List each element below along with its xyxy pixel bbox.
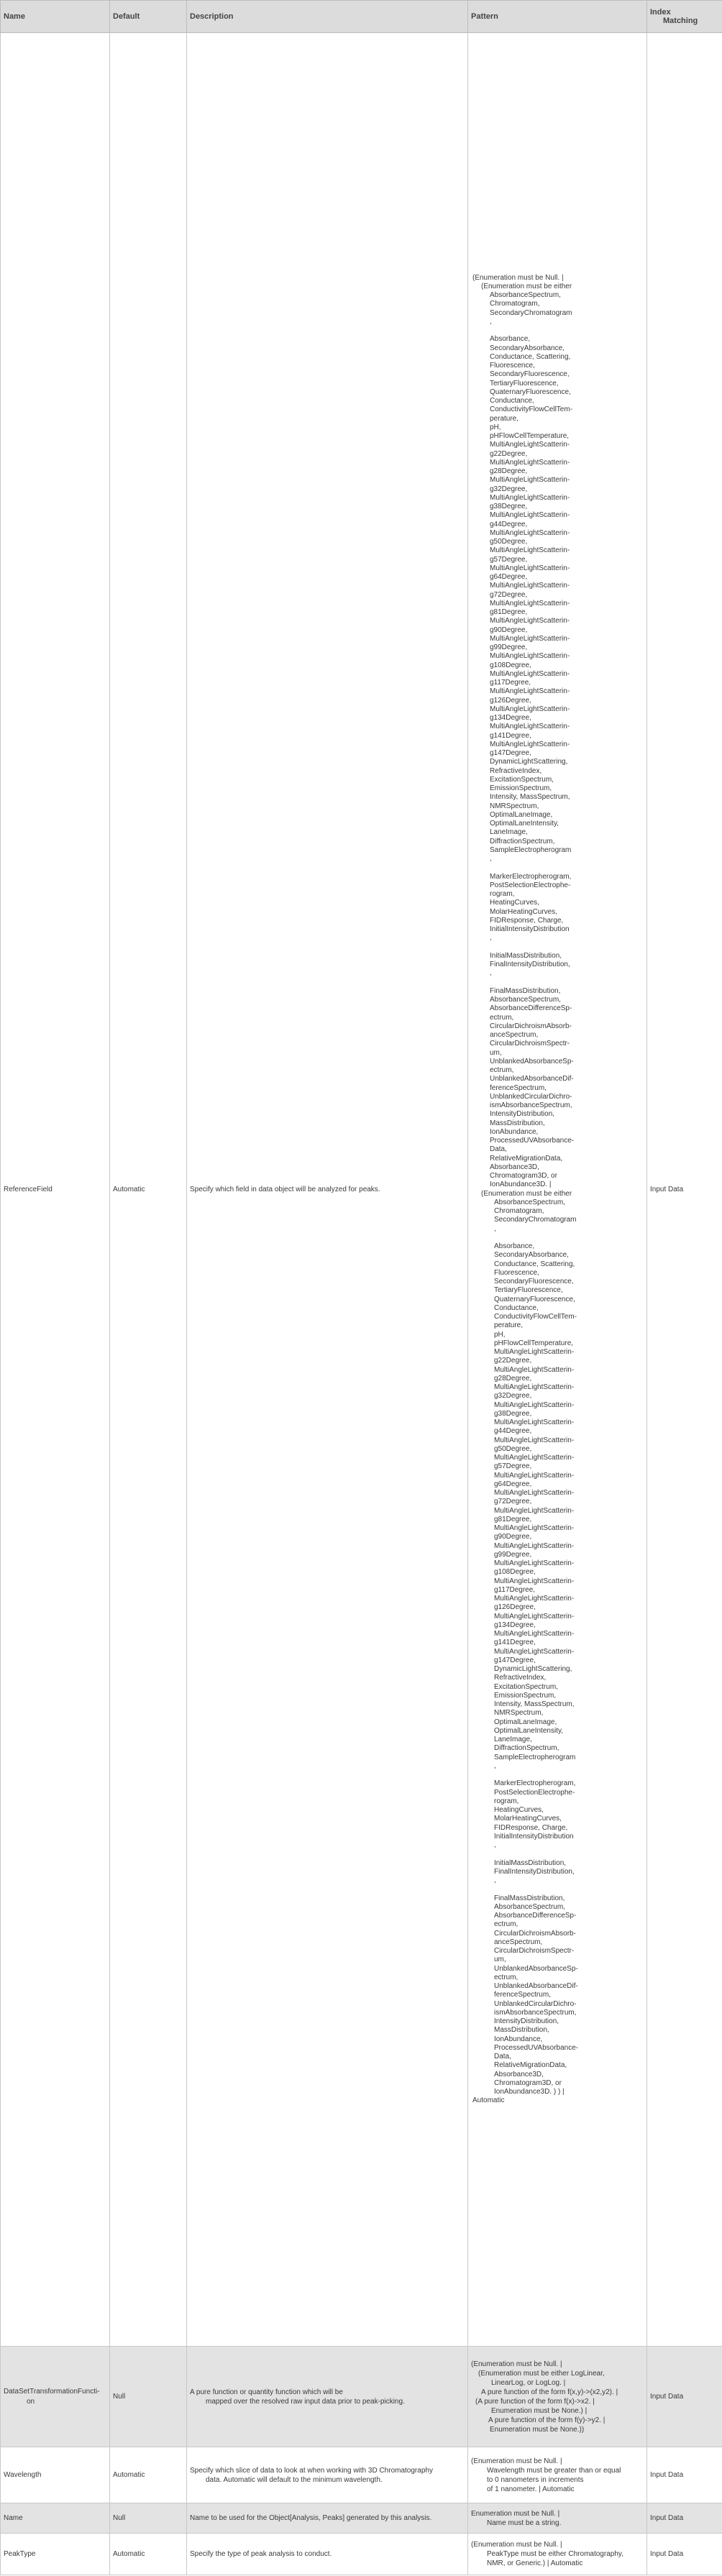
pattern-line: A pure function of the form f(x,y)->(x2,y2). | — [481, 2388, 618, 2396]
pattern-line: g32Degree, — [494, 1392, 532, 1401]
pattern-line: ProcessedUVAbsorbance- — [494, 2043, 579, 2052]
pattern-line: MultiAngleLightScatterin- — [494, 1577, 575, 1585]
option-name: PeakType — [1, 2534, 110, 2575]
option-description — [187, 2347, 468, 2447]
pattern-line: g50Degree, — [494, 1444, 532, 1453]
pattern-line: AbsorbanceSpectrum, — [494, 1198, 565, 1206]
pattern-line: DynamicLightScattering, — [490, 758, 568, 766]
pattern-line: MultiAngleLightScatterin- — [494, 1541, 575, 1550]
description-line: A pure function or quantity function which will be — [190, 2388, 343, 2396]
pattern-line: UnblankedAbsorbanceDif- — [490, 1075, 574, 1083]
pattern-line: Chromatogram, — [494, 1207, 544, 1215]
pattern-line: Wavelength must be greater than or equal — [487, 2466, 621, 2475]
pattern-line: g134Degree, — [490, 714, 531, 722]
pattern-line: MultiAngleLightScatterin- — [494, 1436, 575, 1444]
pattern-line: MolarHeatingCurves, — [494, 1815, 562, 1823]
pattern-line: QuaternaryFluorescence, — [490, 388, 571, 396]
pattern-line: g44Degree, — [494, 1427, 532, 1436]
pattern-line: (Enumeration must be Null. | — [471, 2360, 562, 2368]
pattern-line: AbsorbanceSpectrum, — [494, 1902, 565, 1911]
table-row — [1, 2447, 722, 2503]
pattern-line: ferenceSpectrum, — [494, 1991, 551, 1999]
pattern-line: pH, — [490, 423, 501, 431]
pattern-line: FinalMassDistribution, — [494, 1894, 565, 1902]
table-row — [1, 33, 722, 2347]
pattern-line: OptimalLaneImage, — [494, 1718, 557, 1726]
pattern-line: SampleElectropherogram — [494, 1753, 576, 1761]
option-pattern — [468, 2534, 647, 2575]
pattern-line: MultiAngleLightScatterin- — [494, 1383, 575, 1391]
pattern-line: ConductivityFlowCellTem- — [490, 405, 573, 414]
pattern-line: g32Degree, — [490, 485, 528, 493]
pattern-line: MultiAngleLightScatterin- — [494, 1559, 575, 1567]
header-index-matching — [647, 1, 722, 33]
pattern-line: MassDistribution, — [494, 2026, 549, 2035]
pattern-line: UnblankedAbsorbanceDif- — [494, 1982, 578, 1990]
pattern-line: , — [494, 1876, 496, 1884]
pattern-line: , — [494, 1224, 496, 1233]
pattern-line: rogram, — [494, 1797, 519, 1805]
pattern-line: Chromatogram3D, or — [494, 2078, 562, 2087]
pattern-line: FinalIntensityDistribution, — [494, 1867, 575, 1876]
pattern-line: MultiAngleLightScatterin- — [490, 634, 570, 643]
pattern-line: Conductance, — [490, 397, 534, 405]
pattern-line: QuaternaryFluorescence, — [494, 1295, 575, 1303]
pattern-line: ectrum, — [490, 1066, 514, 1074]
pattern-line: MultiAngleLightScatterin- — [490, 476, 570, 485]
pattern-line: AbsorbanceDifferenceSp- — [494, 1912, 577, 1920]
pattern-line: MultiAngleLightScatterin- — [494, 1506, 575, 1515]
pattern-line: g134Degree, — [494, 1621, 536, 1629]
pattern-line: SecondaryAbsorbance, — [490, 344, 565, 352]
pattern-line: PostSelectionElectrophe- — [490, 881, 571, 889]
pattern-line: ectrum, — [490, 1013, 514, 1022]
pattern-line: NMR, or Generic.) | Automatic — [487, 2559, 583, 2567]
pattern-line: MultiAngleLightScatterin- — [494, 1612, 575, 1621]
description-line: mapped over the resolved raw input data prior to peak-picking. — [206, 2397, 405, 2406]
pattern-line: to 0 nanometers in increments — [487, 2475, 584, 2484]
pattern-line: ismAbsorbanceSpectrum, — [494, 2008, 577, 2017]
pattern-line: , — [490, 317, 492, 326]
pattern-line: ectrum, — [494, 1920, 518, 1929]
pattern-line: SecondaryChromatogram — [490, 308, 572, 317]
pattern-line: Fluorescence, — [494, 1268, 539, 1277]
pattern-line: HeatingCurves, — [494, 1806, 544, 1814]
header-index-matching-line: Matching — [663, 17, 698, 25]
header-name: Name — [1, 1, 110, 33]
pattern-line: g22Degree, — [494, 1357, 532, 1365]
pattern-line: , — [494, 1761, 496, 1770]
pattern-line: MultiAngleLightScatterin- — [490, 723, 570, 731]
pattern-line — [472, 1885, 642, 1894]
pattern-line — [472, 326, 642, 335]
pattern-line: IonAbundance, — [494, 2035, 543, 2043]
pattern-line: FIDResponse, Charge, — [490, 916, 564, 925]
pattern-line: g64Degree, — [494, 1480, 532, 1488]
pattern-line: , — [490, 855, 492, 863]
pattern-line: InitialMassDistribution, — [494, 1858, 567, 1867]
pattern-line: MultiAngleLightScatterin- — [490, 705, 570, 713]
option-description: Specify which field in data object will be analyzed for peaks. — [187, 33, 468, 2347]
pattern-line: IntensityDistribution, — [494, 2017, 559, 2025]
pattern-line: MultiAngleLightScatterin- — [494, 1595, 575, 1603]
header-row — [1, 1, 722, 33]
pattern-line: (Enumeration must be Null. | — [472, 273, 564, 282]
pattern-line: RefractiveIndex, — [494, 1674, 547, 1682]
pattern-line: RefractiveIndex, — [490, 766, 542, 775]
pattern-line: g108Degree, — [490, 661, 531, 669]
pattern-line: LaneImage, — [490, 828, 528, 837]
pattern-line: Intensity, MassSpectrum, — [490, 793, 570, 802]
pattern-line: Absorbance3D, — [490, 1163, 539, 1171]
pattern-line: NMRSpectrum, — [494, 1709, 544, 1718]
pattern-line: Conductance, — [494, 1303, 539, 1312]
pattern-line: SecondaryChromatogram — [494, 1216, 577, 1224]
pattern-line: g50Degree, — [490, 538, 528, 546]
pattern-line: , — [490, 969, 492, 978]
pattern-line: EmissionSpectrum, — [494, 1691, 557, 1700]
header-default: Default — [110, 1, 187, 33]
option-name: ReferenceField — [1, 33, 110, 2347]
pattern-line: , — [490, 934, 492, 943]
pattern-line: g126Degree, — [494, 1603, 536, 1612]
pattern-line — [472, 1771, 642, 1779]
pattern-line: ConductivityFlowCellTem- — [494, 1313, 577, 1321]
option-index-matching: Input Data — [647, 33, 722, 2347]
pattern-line: DynamicLightScattering, — [494, 1665, 572, 1673]
pattern-line: rogram, — [490, 890, 515, 898]
option-description: Name to be used for the Object[Analysis, Peaks] generated by this analysis. — [187, 2503, 468, 2534]
pattern-line: g147Degree, — [490, 749, 531, 757]
pattern-line: Fluorescence, — [490, 362, 535, 370]
pattern-line: Absorbance, — [494, 1242, 535, 1250]
pattern-line: OptimalLaneIntensity, — [490, 820, 559, 828]
pattern-line: CircularDichroismSpectr- — [494, 1947, 575, 1955]
option-pattern — [468, 2447, 647, 2503]
pattern-line: MultiAngleLightScatterin- — [490, 652, 570, 661]
header-index-matching-line: Index — [650, 8, 671, 17]
pattern-line: FinalMassDistribution, — [490, 986, 561, 995]
header-description: Description — [187, 1, 468, 33]
pattern-line: MultiAngleLightScatterin- — [490, 511, 570, 520]
pattern-line: MultiAngleLightScatterin- — [490, 493, 570, 502]
pattern-line: (Enumeration must be Null. | — [471, 2541, 562, 2549]
pattern-line: IonAbundance, — [490, 1127, 539, 1136]
pattern-line: IonAbundance3D. | — [490, 1181, 552, 1189]
pattern-line: g28Degree, — [494, 1374, 532, 1383]
pattern-line: MolarHeatingCurves, — [490, 907, 557, 916]
option-index-matching: Input Data — [647, 2347, 722, 2447]
pattern-line: MultiAngleLightScatterin- — [490, 441, 570, 449]
pattern-line: Chromatogram3D, or — [490, 1172, 557, 1180]
pattern-line: EmissionSpectrum, — [490, 784, 552, 792]
pattern-line: Conductance, Scattering, — [490, 352, 571, 361]
pattern-line: MultiAngleLightScatterin- — [494, 1471, 575, 1480]
pattern-line — [472, 1850, 642, 1858]
pattern-line: RelativeMigrationData, — [490, 1154, 563, 1163]
pattern-line: Automatic — [472, 2096, 505, 2105]
pattern-line: MultiAngleLightScatterin- — [490, 669, 570, 678]
pattern-line: , — [494, 1841, 496, 1849]
pattern-line: g81Degree, — [490, 608, 528, 616]
pattern-line: MultiAngleLightScatterin- — [494, 1365, 575, 1374]
pattern-line: SecondaryFluorescence, — [490, 370, 570, 379]
pattern-line: MultiAngleLightScatterin- — [494, 1454, 575, 1462]
option-index-matching: Input Data — [647, 2447, 722, 2503]
pattern-line: Intensity, MassSpectrum, — [494, 1700, 575, 1708]
pattern-line: perature, — [494, 1321, 524, 1330]
pattern-line: g64Degree, — [490, 573, 528, 581]
pattern-line: pHFlowCellTemperature, — [490, 432, 570, 440]
pattern-line: g99Degree, — [490, 643, 528, 651]
pattern-line: Enumeration must be None.)) — [490, 2425, 585, 2434]
pattern-line: g38Degree, — [490, 503, 528, 510]
pattern-line: MultiAngleLightScatterin- — [494, 1524, 575, 1532]
option-description — [187, 2447, 468, 2503]
pattern-line: AbsorbanceDifferenceSp- — [490, 1004, 572, 1013]
description-line: data. Automatic will default to the minimum wavelength. — [206, 2475, 383, 2484]
option-name: Name — [1, 2503, 110, 2534]
table-row — [1, 2503, 722, 2534]
pattern-line: ismAbsorbanceSpectrum, — [490, 1101, 572, 1109]
pattern-line: (A pure function of the form f(x)->x2. | — [475, 2397, 595, 2406]
pattern-line: UnblankedCircularDichro- — [494, 1999, 577, 2008]
pattern-line: MultiAngleLightScatterin- — [490, 582, 570, 590]
pattern-line: ProcessedUVAbsorbance- — [490, 1137, 575, 1145]
pattern-line: PeakType must be either Chromatography, — [487, 2550, 623, 2558]
pattern-line: SecondaryFluorescence, — [494, 1278, 574, 1285]
pattern-line: g72Degree, — [490, 590, 528, 599]
pattern-line: MultiAngleLightScatterin- — [494, 1630, 575, 1638]
pattern-line: UnblankedCircularDichro- — [490, 1092, 572, 1101]
pattern-line: g126Degree, — [490, 696, 531, 705]
option-description: Specify the type of peak analysis to conduct. — [187, 2534, 468, 2575]
pattern-line: g117Degree, — [494, 1585, 536, 1594]
pattern-line: SampleElectropherogram — [490, 845, 572, 854]
pattern-line: Data, — [490, 1145, 507, 1154]
pattern-line: (Enumeration must be either — [481, 1189, 572, 1198]
pattern-line: g147Degree, — [494, 1656, 536, 1664]
pattern-line: DiffractionSpectrum, — [490, 837, 555, 845]
pattern-line: Enumeration must be None.) | — [491, 2406, 588, 2415]
pattern-line: TertiaryFluorescence, — [494, 1286, 563, 1295]
pattern-line: g117Degree, — [490, 679, 531, 687]
pattern-line: MarkerElectropherogram, — [494, 1779, 576, 1788]
pattern-line: MultiAngleLightScatterin- — [490, 687, 570, 696]
pattern-line: g108Degree, — [494, 1568, 536, 1577]
pattern-line — [472, 863, 642, 872]
option-pattern — [468, 33, 647, 2347]
pattern-line: NMRSpectrum, — [490, 802, 539, 810]
pattern-line: Conductance, Scattering, — [494, 1260, 575, 1268]
pattern-line: MultiAngleLightScatterin- — [490, 546, 570, 555]
pattern-line: g72Degree, — [494, 1498, 532, 1506]
pattern-line: OptimalLaneIntensity, — [494, 1726, 563, 1735]
pattern-line: CircularDichroismAbsorb- — [490, 1022, 572, 1030]
option-name: DataSetTransformationFuncti- on — [1, 2347, 110, 2447]
pattern-line: Chromatogram, — [490, 300, 540, 308]
pattern-line — [472, 943, 642, 952]
pattern-line: g44Degree, — [490, 520, 528, 528]
pattern-line: Data, — [494, 2053, 511, 2061]
pattern-line: MultiAngleLightScatterin- — [490, 617, 570, 625]
pattern-line: MultiAngleLightScatterin- — [490, 740, 570, 748]
pattern-line: UnblankedAbsorbanceSp- — [490, 1057, 574, 1065]
pattern-line: ExcitationSpectrum, — [494, 1682, 558, 1691]
option-pattern — [468, 2503, 647, 2534]
pattern-line: MultiAngleLightScatterin- — [494, 1647, 575, 1656]
option-index-matching: Input Data — [647, 2534, 722, 2575]
pattern-line — [472, 978, 642, 987]
pattern-line: SecondaryAbsorbance, — [494, 1251, 569, 1260]
description-line: Specify which slice of data to look at when working with 3D Chromatography — [190, 2466, 433, 2475]
pattern-line: TertiaryFluorescence, — [490, 379, 559, 388]
pattern-line: AbsorbanceSpectrum, — [490, 291, 561, 299]
pattern-line: AbsorbanceSpectrum, — [490, 996, 561, 1004]
pattern-line: g90Degree, — [490, 625, 528, 634]
pattern-line: g90Degree, — [494, 1533, 532, 1541]
option-default: Automatic — [110, 33, 187, 2347]
pattern-line: um, — [490, 1048, 502, 1057]
pattern-line: A pure function of the form f(y)->y2. | — [488, 2416, 606, 2424]
pattern-line: MultiAngleLightScatterin- — [490, 528, 570, 537]
pattern-line: MultiAngleLightScatterin- — [490, 458, 570, 467]
pattern-line: RelativeMigrationData, — [494, 2061, 567, 2070]
pattern-line: InitialIntensityDistribution — [490, 925, 570, 933]
pattern-line: PostSelectionElectrophe- — [494, 1788, 575, 1797]
pattern-line: Name must be a string. — [487, 2518, 562, 2527]
pattern-line: Absorbance, — [490, 335, 531, 344]
pattern-line: g28Degree, — [490, 467, 528, 475]
pattern-line: g141Degree, — [490, 731, 531, 740]
pattern-line: LaneImage, — [494, 1736, 532, 1743]
option-pattern — [468, 2347, 647, 2447]
pattern-line: MassDistribution, — [490, 1119, 545, 1127]
pattern-line: MultiAngleLightScatterin- — [494, 1348, 575, 1356]
pattern-line: InitialMassDistribution, — [490, 951, 562, 960]
option-default: Automatic — [110, 2447, 187, 2503]
pattern-line: MultiAngleLightScatterin- — [494, 1418, 575, 1426]
pattern-line: of 1 nanometer. | Automatic — [487, 2485, 575, 2493]
pattern-line: UnblankedAbsorbanceSp- — [494, 1964, 578, 1973]
pattern-line: FIDResponse, Charge, — [494, 1823, 568, 1832]
pattern-line: FinalIntensityDistribution, — [490, 961, 570, 968]
pattern-line: Enumeration must be Null. | — [471, 2509, 560, 2518]
pattern-line: (Enumeration must be either LogLinear, — [478, 2369, 605, 2378]
option-index-matching: Input Data — [647, 2503, 722, 2534]
pattern-line: um, — [494, 1956, 506, 1964]
pattern-line: ferenceSpectrum, — [490, 1083, 547, 1092]
option-default: Null — [110, 2347, 187, 2447]
pattern-line: g81Degree, — [494, 1515, 532, 1523]
pattern-line: perature, — [490, 414, 519, 423]
pattern-line: MarkerElectropherogram, — [490, 872, 572, 881]
pattern-line: (Enumeration must be Null. | — [471, 2457, 562, 2465]
pattern-line: anceSpectrum, — [490, 1031, 539, 1039]
pattern-line: pH, — [494, 1330, 506, 1339]
pattern-line: Absorbance3D, — [494, 2070, 544, 2078]
pattern-line: (Enumeration must be either — [481, 282, 572, 290]
pattern-line: g141Degree, — [494, 1638, 536, 1647]
pattern-line: pHFlowCellTemperature, — [494, 1339, 574, 1347]
pattern-line: ExcitationSpectrum, — [490, 775, 554, 784]
option-name: Wavelength — [1, 2447, 110, 2503]
pattern-line: CircularDichroismSpectr- — [490, 1040, 570, 1048]
pattern-line: LinearLog, or LogLog. | — [491, 2378, 566, 2387]
pattern-line — [472, 1234, 642, 1242]
pattern-line: MultiAngleLightScatterin- — [490, 564, 570, 572]
pattern-line: g99Degree, — [494, 1550, 532, 1559]
pattern-line: HeatingCurves, — [490, 899, 539, 907]
pattern-line: g22Degree, — [490, 449, 528, 458]
pattern-line: DiffractionSpectrum, — [494, 1744, 559, 1753]
option-default: Null — [110, 2503, 187, 2534]
pattern-line: ectrum, — [494, 1973, 518, 1981]
pattern-line: CircularDichroismAbsorb- — [494, 1929, 576, 1938]
pattern-line: OptimalLaneImage, — [490, 810, 553, 819]
table-row — [1, 2347, 722, 2447]
header-pattern: Pattern — [468, 1, 647, 33]
pattern-line: MultiAngleLightScatterin- — [494, 1401, 575, 1409]
option-default: Automatic — [110, 2534, 187, 2575]
pattern-line: MultiAngleLightScatterin- — [490, 599, 570, 608]
pattern-line: g57Degree, — [490, 555, 528, 564]
pattern-line: InitialIntensityDistribution — [494, 1832, 574, 1841]
pattern-line: IntensityDistribution, — [490, 1110, 555, 1119]
pattern-line: g57Degree, — [494, 1462, 532, 1471]
table-row — [1, 2534, 722, 2575]
pattern-line: MultiAngleLightScatterin- — [494, 1489, 575, 1497]
pattern-line: g38Degree, — [494, 1409, 532, 1418]
pattern-line: IonAbundance3D. ) ) | — [494, 2088, 565, 2096]
pattern-line: anceSpectrum, — [494, 1938, 543, 1946]
